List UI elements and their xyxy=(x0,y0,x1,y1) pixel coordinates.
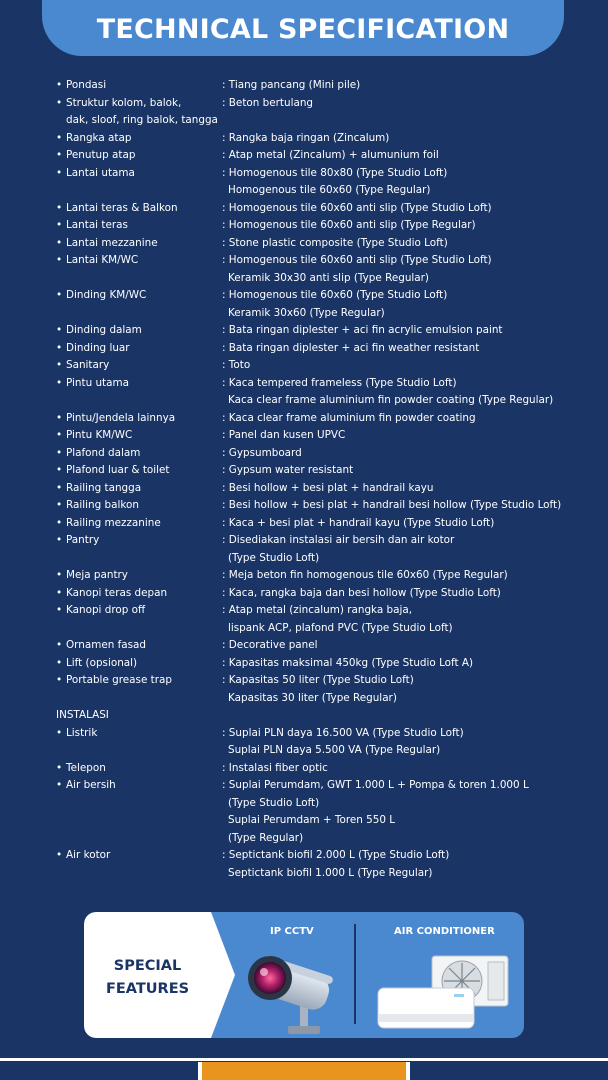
spec-value-line: : Besi hollow + besi plat + handrail besi hollow (Type Studio Loft) xyxy=(222,499,562,511)
spec-value xyxy=(222,357,250,375)
page-title: TECHNICAL SPECIFICATION xyxy=(96,13,510,45)
spec-value-line: : Gypsumboard xyxy=(222,446,302,459)
spec-label: Telepon xyxy=(66,761,106,774)
ac-label: AIR CONDITIONER xyxy=(394,926,495,937)
bottom-divider xyxy=(0,1058,608,1061)
spec-value xyxy=(222,480,433,498)
spec-label: Pondasi xyxy=(66,79,107,91)
spec-value-line: : Atap metal (zincalum) rangka baja, xyxy=(222,604,413,616)
spec-value-line: : Atap metal (Zincalum) + alumunium foil xyxy=(222,149,439,161)
bullet: • xyxy=(56,219,63,231)
spec-value-line: : Suplai PLN daya 16.500 VA (Type Studio Loft) xyxy=(222,726,464,739)
spec-label: Pantry xyxy=(66,534,100,546)
spec-value xyxy=(222,410,476,428)
spec-label: Lantai utama xyxy=(66,166,135,179)
spec-label: Air kotor xyxy=(66,849,111,861)
spec-value-line: : Gypsum water resistant xyxy=(222,464,354,476)
spec-value xyxy=(222,567,508,585)
spec-value xyxy=(222,497,561,515)
spec-value xyxy=(222,287,447,322)
spec-label: Ornamen fasad xyxy=(66,639,147,651)
spec-value xyxy=(222,602,453,637)
spec-label: Dinding KM/WC xyxy=(66,289,147,301)
spec-value-line: : Panel dan kusen UPVC xyxy=(222,429,346,441)
bullet: • xyxy=(56,236,63,249)
spec-value-line: : Bata ringan diplester + aci fin acrylic emulsion paint xyxy=(222,324,503,336)
spec-value-line: : Kapasitas 50 liter (Type Studio Loft) xyxy=(222,674,414,686)
spec-value xyxy=(222,200,492,218)
spec-label: Portable grease trap xyxy=(66,674,172,686)
spec-label: Plafond dalam xyxy=(66,446,141,459)
bullet: • xyxy=(56,201,63,214)
spec-value-line: : Rangka baja ringan (Zincalum) xyxy=(222,131,390,144)
spec-label: Lantai teras xyxy=(66,219,128,231)
bullet: • xyxy=(56,359,63,371)
spec-value xyxy=(222,77,360,95)
spec-value xyxy=(222,235,448,253)
spec-label: Railing balkon xyxy=(66,499,139,511)
spec-value-line: (Type Studio Loft) xyxy=(228,551,320,564)
spec-label: Dinding luar xyxy=(66,341,130,354)
instalasi-heading: INSTALASI xyxy=(56,709,109,721)
spec-value-line: : Disediakan instalasi air bersih dan air kotor xyxy=(222,534,455,546)
features-title-line2: FEATURES xyxy=(105,981,190,997)
bullet: • xyxy=(56,254,63,266)
spec-value-line: Kapasitas 30 liter (Type Regular) xyxy=(228,691,397,704)
bullet: • xyxy=(56,166,63,179)
spec-value xyxy=(222,725,464,760)
spec-value-line: : Kaca tempered frameless (Type Studio Loft) xyxy=(222,376,457,389)
spec-label: Kanopi drop off xyxy=(66,604,146,616)
spec-value xyxy=(222,760,328,778)
spec-value-line: : Besi hollow + besi plat + handrail kayu xyxy=(222,481,434,494)
features-title-line1: SPECIAL xyxy=(113,958,182,974)
spec-value xyxy=(222,375,553,410)
spec-label: Lantai mezzanine xyxy=(66,236,158,249)
bullet: • xyxy=(56,586,63,599)
spec-value xyxy=(222,165,447,200)
spec-value xyxy=(222,532,454,567)
spec-value-line: : Tiang pancang (Mini pile) xyxy=(222,79,361,91)
spec-value xyxy=(222,515,494,533)
spec-label: Air bersih xyxy=(66,779,116,791)
bullet: • xyxy=(56,656,63,669)
header-banner xyxy=(42,0,564,56)
bullet: • xyxy=(56,289,63,301)
bullet: • xyxy=(56,411,63,424)
bullet: • xyxy=(56,96,63,109)
bullet: • xyxy=(56,516,63,529)
bullet: • xyxy=(56,604,63,616)
cctv-camera-icon xyxy=(244,948,344,1036)
spec-value-line: lispank ACP, plafond PVC (Type Studio Loft) xyxy=(228,621,453,634)
spec-value-line: : Homogenous tile 60x60 anti slip (Type Regular) xyxy=(222,219,476,231)
spec-value xyxy=(222,322,503,340)
spec-label: Lantai KM/WC xyxy=(66,254,139,266)
features-arrow xyxy=(211,912,235,1038)
spec-value xyxy=(222,427,345,445)
cctv-label: IP CCTV xyxy=(270,926,314,937)
spec-label: Pintu utama xyxy=(66,376,129,389)
spec-value xyxy=(222,95,313,113)
bullet: • xyxy=(56,324,63,336)
spec-label: Lift (opsional) xyxy=(66,656,138,669)
spec-label: Lantai teras & Balkon xyxy=(66,201,178,214)
spec-label: Pintu KM/WC xyxy=(66,429,133,441)
spec-value xyxy=(222,585,501,603)
spec-value-line: Septictank biofil 1.000 L (Type Regular) xyxy=(228,866,433,879)
spec-label: Plafond luar & toilet xyxy=(66,464,170,476)
spec-value xyxy=(222,130,389,148)
spec-value-line: Suplai Perumdam + Toren 550 L xyxy=(228,814,396,826)
bullet: • xyxy=(56,849,63,861)
bullet: • xyxy=(56,376,63,389)
spec-value-line: : Kaca clear frame aluminium fin powder coating xyxy=(222,411,476,424)
spec-value-line: Kaca clear frame aluminium fin powder coating (Type Regular) xyxy=(228,394,554,406)
features-title xyxy=(84,955,211,1001)
bullet: • xyxy=(56,464,63,476)
spec-value-line: : Beton bertulang xyxy=(222,96,313,109)
spec-value-line: Suplai PLN daya 5.500 VA (Type Regular) xyxy=(228,744,441,756)
spec-value-line: : Homogenous tile 60x60 anti slip (Type Studio Loft) xyxy=(222,254,492,266)
bullet: • xyxy=(56,446,63,459)
spec-value-line: : Kaca + besi plat + handrail kayu (Type Studio Loft) xyxy=(222,516,495,529)
spec-value-line: Keramik 30x60 (Type Regular) xyxy=(228,306,385,319)
air-conditioner-icon xyxy=(374,954,514,1034)
spec-label: Pintu/Jendela lainnya xyxy=(66,411,176,424)
spec-value xyxy=(222,847,449,882)
spec-label: Struktur kolom, balok, xyxy=(66,96,182,109)
spec-value-line: : Homogenous tile 80x80 (Type Studio Loft) xyxy=(222,166,448,179)
bullet: • xyxy=(56,341,63,354)
bullet: • xyxy=(56,429,63,441)
special-features-panel xyxy=(84,912,524,1038)
spec-value xyxy=(222,672,414,707)
bullet: • xyxy=(56,674,63,686)
bullet: • xyxy=(56,569,63,581)
spec-label: Railing mezzanine xyxy=(66,516,161,529)
spec-value-line: : Septictank biofil 2.000 L (Type Studio Loft) xyxy=(222,849,450,861)
spec-value-line: : Stone plastic composite (Type Studio Loft) xyxy=(222,236,448,249)
spec-value-line: : Meja beton fin homogenous tile 60x60 (Type Regular) xyxy=(222,569,508,581)
bottom-accent-bar xyxy=(202,1062,406,1080)
bottom-separator-right xyxy=(406,1062,410,1080)
spec-value-line: : Kaca, rangka baja dan besi hollow (Type Studio Loft) xyxy=(222,586,501,599)
spec-value-line: : Instalasi fiber optic xyxy=(222,761,328,774)
spec-label: Listrik xyxy=(66,726,98,739)
spec-label: Kanopi teras depan xyxy=(66,586,168,599)
spec-label: Penutup atap xyxy=(66,149,136,161)
feature-divider xyxy=(354,924,356,1024)
bullet: • xyxy=(56,481,63,494)
spec-value xyxy=(222,252,492,287)
spec-value-line: : Homogenous tile 60x60 (Type Studio Loft) xyxy=(222,289,448,301)
spec-label: Sanitary xyxy=(66,359,110,371)
spec-value-line: : Toto xyxy=(222,359,251,371)
spec-value-line: (Type Studio Loft) xyxy=(228,796,320,809)
spec-value-line: : Bata ringan diplester + aci fin weather resistant xyxy=(222,341,480,354)
bullet: • xyxy=(56,499,63,511)
spec-value-line: Keramik 30x30 anti slip (Type Regular) xyxy=(228,271,429,284)
bullet: • xyxy=(56,639,63,651)
spec-value-line: (Type Regular) xyxy=(228,831,304,844)
spec-value-line: : Suplai Perumdam, GWT 1.000 L + Pompa & toren 1.000 L xyxy=(222,779,529,791)
spec-value xyxy=(222,777,529,847)
spec-value xyxy=(222,147,439,165)
spec-value-line: : Kapasitas maksimal 450kg (Type Studio Loft A) xyxy=(222,656,474,669)
spec-label: Rangka atap xyxy=(66,131,132,144)
spec-label-continued: dak, sloof, ring balok, tangga xyxy=(66,114,218,126)
bullet: • xyxy=(56,131,63,144)
spec-label: Meja pantry xyxy=(66,569,128,581)
spec-value xyxy=(222,445,302,463)
bullet: • xyxy=(56,779,63,791)
spec-value-line: : Decorative panel xyxy=(222,639,318,651)
spec-value xyxy=(222,637,318,655)
bullet: • xyxy=(56,726,63,739)
spec-value-line: Homogenous tile 60x60 (Type Regular) xyxy=(228,184,431,196)
spec-value xyxy=(222,217,476,235)
bullet: • xyxy=(56,79,63,91)
spec-label: Dinding dalam xyxy=(66,324,142,336)
bullet: • xyxy=(56,761,63,774)
spec-value-line: : Homogenous tile 60x60 anti slip (Type Studio Loft) xyxy=(222,201,492,214)
spec-value xyxy=(222,340,479,358)
spec-value xyxy=(222,462,353,480)
spec-label: Railing tangga xyxy=(66,481,142,494)
bullet: • xyxy=(56,534,63,546)
spec-value xyxy=(222,655,473,673)
bullet: • xyxy=(56,149,63,161)
